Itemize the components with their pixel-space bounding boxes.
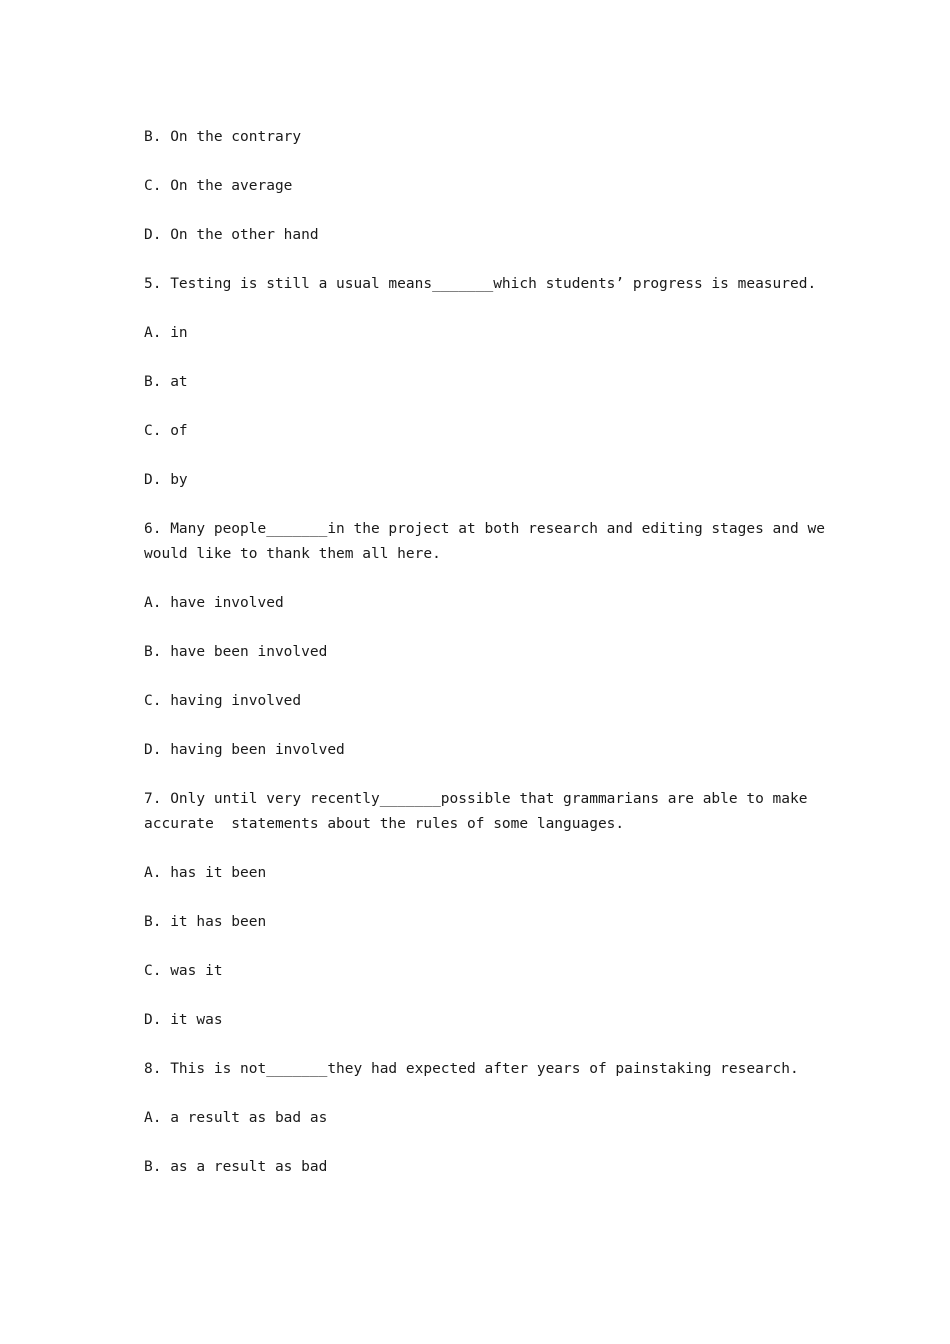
question-7-line-2: accurate statements about the rules of some languages. [144, 816, 625, 832]
option-a: A. have involved [144, 595, 284, 611]
option-d: D. it was [144, 1012, 223, 1028]
option-b: B. as a result as bad [144, 1159, 328, 1175]
question-7 [144, 787, 806, 837]
option-c: C. On the average [144, 178, 293, 194]
option-b: B. it has been [144, 914, 267, 930]
question-6 [144, 517, 825, 567]
option-c: C. was it [144, 963, 223, 979]
option-a: A. has it been [144, 865, 267, 881]
option-b: B. at [144, 374, 188, 390]
option-c: C. having involved [144, 693, 302, 709]
question-7-line-1: 7. Only until very recently_______possible that grammarians are able to make [144, 791, 808, 807]
document-body [144, 125, 825, 1204]
option-a: A. a result as bad as [144, 1110, 328, 1126]
option-d: D. by [144, 472, 188, 488]
option-c: C. of [144, 423, 188, 439]
question-6-line-1: 6. Many people_______in the project at both research and editing stages and we [144, 521, 825, 537]
option-d: D. On the other hand [144, 227, 319, 243]
option-b: B. On the contrary [144, 129, 302, 145]
question-6-line-2: would like to thank them all here. [144, 546, 441, 562]
question-5: 5. Testing is still a usual means_______which students’ progress is measured. [144, 276, 817, 292]
option-d: D. having been involved [144, 742, 345, 758]
option-b: B. have been involved [144, 644, 328, 660]
option-a: A. in [144, 325, 188, 341]
question-8: 8. This is not_______they had expected after years of painstaking research. [144, 1061, 799, 1077]
